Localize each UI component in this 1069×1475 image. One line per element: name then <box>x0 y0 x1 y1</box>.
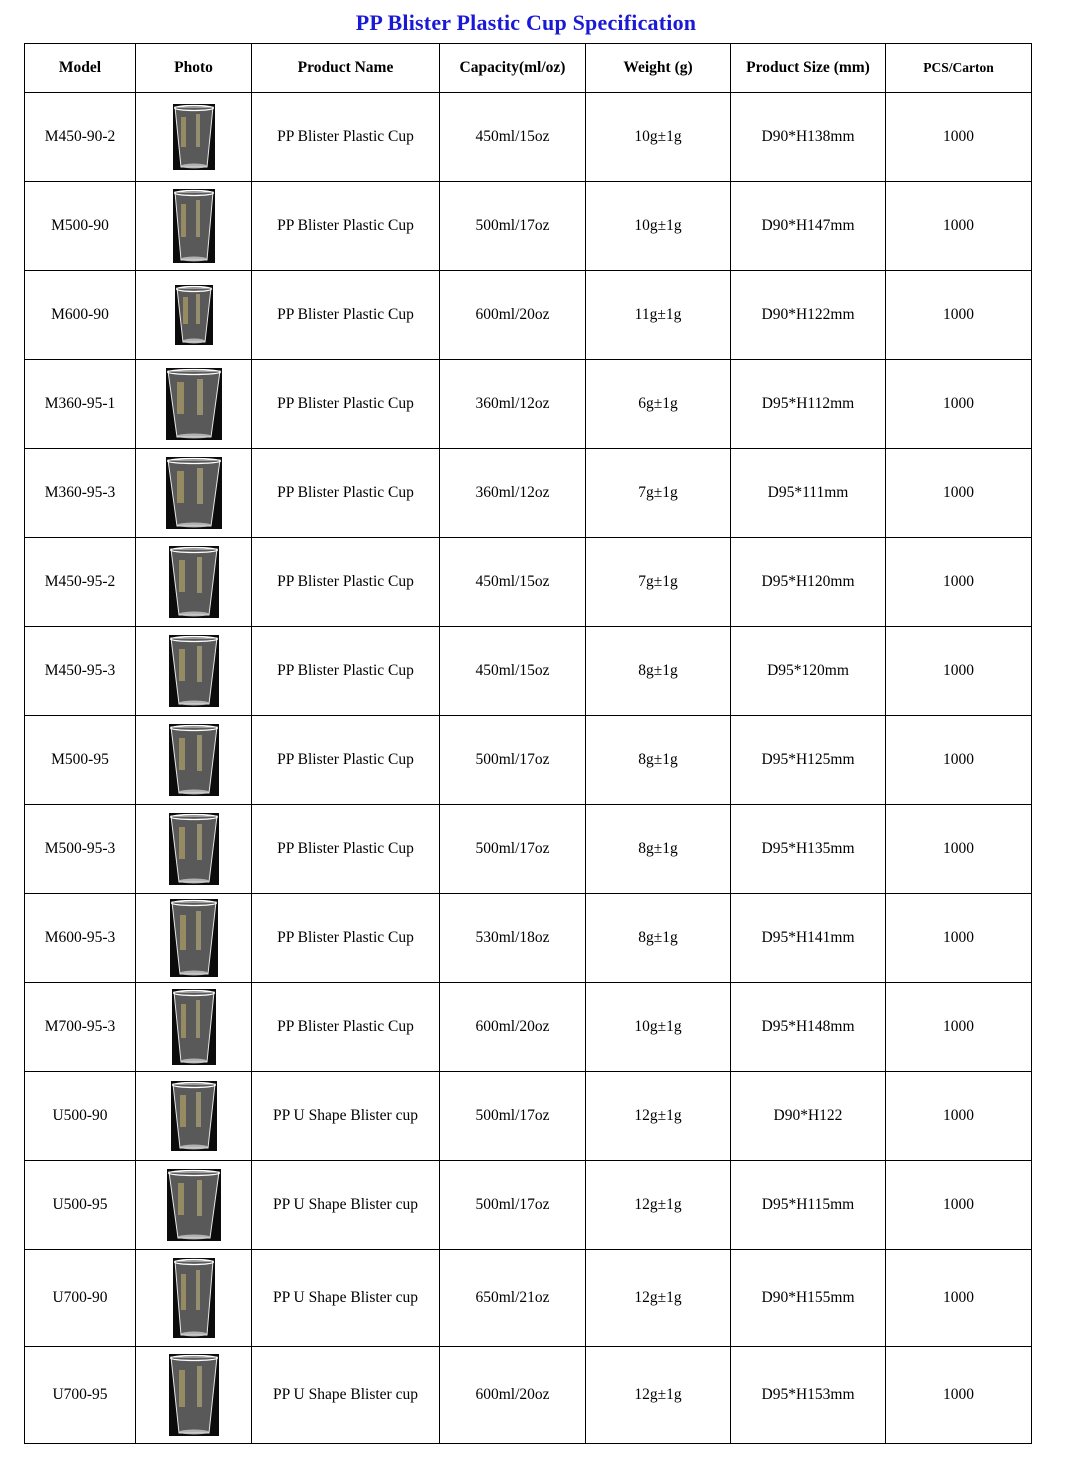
table-row <box>25 93 1032 182</box>
cell-photo <box>136 182 252 271</box>
cell-capacity: 650ml/21oz <box>440 1250 586 1347</box>
clear-cup-photo <box>169 813 219 885</box>
cell-product-size: D90*H138mm <box>731 93 886 182</box>
cell-weight: 11g±1g <box>586 271 731 360</box>
cell-product-name: PP Blister Plastic Cup <box>252 894 440 983</box>
cell-photo <box>136 716 252 805</box>
cell-model: M500-95-3 <box>25 805 136 894</box>
table-row <box>25 1161 1032 1250</box>
header-row <box>25 44 1032 93</box>
cell-pcs-carton: 1000 <box>886 627 1032 716</box>
photo-wrap <box>136 1250 251 1346</box>
table-row <box>25 894 1032 983</box>
photo-wrap <box>136 1347 251 1443</box>
cell-product-name: PP Blister Plastic Cup <box>252 538 440 627</box>
cell-weight: 7g±1g <box>586 449 731 538</box>
cell-photo <box>136 360 252 449</box>
cell-capacity: 500ml/17oz <box>440 805 586 894</box>
photo-wrap <box>136 271 251 359</box>
cell-capacity: 600ml/20oz <box>440 271 586 360</box>
clear-cup-photo <box>169 1354 219 1436</box>
specification-table <box>24 43 1032 1444</box>
cell-photo <box>136 449 252 538</box>
cell-photo <box>136 805 252 894</box>
table-row <box>25 182 1032 271</box>
cell-capacity: 500ml/17oz <box>440 182 586 271</box>
table-row <box>25 360 1032 449</box>
cell-model: M450-95-2 <box>25 538 136 627</box>
cell-pcs-carton: 1000 <box>886 894 1032 983</box>
cell-product-name: PP Blister Plastic Cup <box>252 805 440 894</box>
header-pcs-carton: PCS/Carton <box>886 44 1032 93</box>
table-row <box>25 627 1032 716</box>
table-row <box>25 716 1032 805</box>
cell-photo <box>136 1347 252 1444</box>
clear-cup-photo <box>169 635 219 707</box>
cell-product-size: D95*H125mm <box>731 716 886 805</box>
header-photo: Photo <box>136 44 252 93</box>
cell-capacity: 600ml/20oz <box>440 983 586 1072</box>
photo-wrap <box>136 627 251 715</box>
cell-capacity: 450ml/15oz <box>440 627 586 716</box>
cell-weight: 8g±1g <box>586 716 731 805</box>
cell-model: M500-90 <box>25 182 136 271</box>
table-row <box>25 1072 1032 1161</box>
cell-photo <box>136 894 252 983</box>
cell-weight: 8g±1g <box>586 805 731 894</box>
cell-model: M600-90 <box>25 271 136 360</box>
cell-capacity: 500ml/17oz <box>440 1072 586 1161</box>
photo-wrap <box>136 805 251 893</box>
cell-capacity: 450ml/15oz <box>440 538 586 627</box>
cell-product-name: PP Blister Plastic Cup <box>252 627 440 716</box>
cell-pcs-carton: 1000 <box>886 449 1032 538</box>
cell-model: M600-95-3 <box>25 894 136 983</box>
cell-model: U700-95 <box>25 1347 136 1444</box>
cell-model: U700-90 <box>25 1250 136 1347</box>
cell-weight: 12g±1g <box>586 1161 731 1250</box>
cell-pcs-carton: 1000 <box>886 182 1032 271</box>
table-row <box>25 271 1032 360</box>
clear-cup-photo <box>166 457 222 529</box>
cell-pcs-carton: 1000 <box>886 716 1032 805</box>
cell-product-size: D95*H115mm <box>731 1161 886 1250</box>
cell-product-name: PP Blister Plastic Cup <box>252 716 440 805</box>
cell-capacity: 500ml/17oz <box>440 1161 586 1250</box>
table-row <box>25 538 1032 627</box>
cell-weight: 12g±1g <box>586 1072 731 1161</box>
clear-cup-photo <box>170 899 218 977</box>
photo-wrap <box>136 182 251 270</box>
cell-product-name: PP Blister Plastic Cup <box>252 182 440 271</box>
clear-cup-photo <box>167 1169 221 1241</box>
cell-capacity: 530ml/18oz <box>440 894 586 983</box>
cell-product-size: D95*120mm <box>731 627 886 716</box>
table-row <box>25 449 1032 538</box>
cell-product-size: D95*111mm <box>731 449 886 538</box>
photo-wrap <box>136 1161 251 1249</box>
photo-wrap <box>136 894 251 982</box>
cell-weight: 8g±1g <box>586 627 731 716</box>
cell-photo <box>136 1250 252 1347</box>
cell-pcs-carton: 1000 <box>886 1072 1032 1161</box>
cell-pcs-carton: 1000 <box>886 805 1032 894</box>
cell-product-size: D90*H122mm <box>731 271 886 360</box>
cell-capacity: 600ml/20oz <box>440 1347 586 1444</box>
cell-product-name: PP U Shape Blister cup <box>252 1161 440 1250</box>
cell-capacity: 360ml/12oz <box>440 449 586 538</box>
photo-wrap <box>136 983 251 1071</box>
photo-wrap <box>136 538 251 626</box>
table-body <box>25 93 1032 1444</box>
clear-cup-photo <box>173 104 215 170</box>
cell-model: M500-95 <box>25 716 136 805</box>
cell-capacity: 360ml/12oz <box>440 360 586 449</box>
cell-product-name: PP U Shape Blister cup <box>252 1347 440 1444</box>
cell-photo <box>136 538 252 627</box>
cell-weight: 7g±1g <box>586 538 731 627</box>
cell-product-size: D95*H112mm <box>731 360 886 449</box>
cell-product-size: D95*H153mm <box>731 1347 886 1444</box>
page-title: PP Blister Plastic Cup Specification <box>355 10 697 35</box>
cell-pcs-carton: 1000 <box>886 1347 1032 1444</box>
cell-photo <box>136 983 252 1072</box>
cell-photo <box>136 627 252 716</box>
photo-wrap <box>136 93 251 181</box>
clear-cup-photo <box>166 368 222 440</box>
header-product-name: Product Name <box>252 44 440 93</box>
cell-model: U500-95 <box>25 1161 136 1250</box>
cell-weight: 6g±1g <box>586 360 731 449</box>
cell-product-name: PP Blister Plastic Cup <box>252 360 440 449</box>
cell-weight: 10g±1g <box>586 182 731 271</box>
cell-product-name: PP U Shape Blister cup <box>252 1072 440 1161</box>
cell-weight: 12g±1g <box>586 1347 731 1444</box>
cell-photo <box>136 93 252 182</box>
clear-cup-photo <box>172 989 216 1065</box>
clear-cup-photo <box>169 724 219 796</box>
cell-capacity: 500ml/17oz <box>440 716 586 805</box>
photo-wrap <box>136 360 251 448</box>
cell-pcs-carton: 1000 <box>886 93 1032 182</box>
cell-product-size: D90*H147mm <box>731 182 886 271</box>
cell-pcs-carton: 1000 <box>886 1250 1032 1347</box>
clear-cup-photo <box>173 189 215 263</box>
cell-product-size: D95*H120mm <box>731 538 886 627</box>
cell-product-size: D90*H155mm <box>731 1250 886 1347</box>
clear-cup-photo <box>173 1258 215 1338</box>
header-capacity: Capacity(ml/oz) <box>440 44 586 93</box>
cell-product-name: PP Blister Plastic Cup <box>252 93 440 182</box>
cell-product-name: PP Blister Plastic Cup <box>252 449 440 538</box>
cell-pcs-carton: 1000 <box>886 983 1032 1072</box>
photo-wrap <box>136 716 251 804</box>
photo-wrap <box>136 449 251 537</box>
cell-model: M700-95-3 <box>25 983 136 1072</box>
cell-product-size: D95*H135mm <box>731 805 886 894</box>
cell-photo <box>136 271 252 360</box>
cell-model: M360-95-1 <box>25 360 136 449</box>
cell-pcs-carton: 1000 <box>886 538 1032 627</box>
table-row <box>25 805 1032 894</box>
cell-model: M360-95-3 <box>25 449 136 538</box>
table-row <box>25 1250 1032 1347</box>
table-row <box>25 1347 1032 1444</box>
header-product-size: Product Size (mm) <box>731 44 886 93</box>
cell-pcs-carton: 1000 <box>886 360 1032 449</box>
cell-photo <box>136 1072 252 1161</box>
cell-product-name: PP Blister Plastic Cup <box>252 271 440 360</box>
clear-cup-photo <box>171 1081 217 1151</box>
cell-weight: 8g±1g <box>586 894 731 983</box>
cell-weight: 10g±1g <box>586 983 731 1072</box>
table-row <box>25 983 1032 1072</box>
clear-cup-photo <box>169 546 219 618</box>
cell-product-size: D95*H141mm <box>731 894 886 983</box>
cell-weight: 10g±1g <box>586 93 731 182</box>
cell-product-size: D90*H122 <box>731 1072 886 1161</box>
clear-cup-photo <box>175 285 213 345</box>
photo-wrap <box>136 1072 251 1160</box>
cell-model: U500-90 <box>25 1072 136 1161</box>
cell-model: M450-95-3 <box>25 627 136 716</box>
cell-photo <box>136 1161 252 1250</box>
cell-weight: 12g±1g <box>586 1250 731 1347</box>
cell-pcs-carton: 1000 <box>886 271 1032 360</box>
cell-capacity: 450ml/15oz <box>440 93 586 182</box>
cell-pcs-carton: 1000 <box>886 1161 1032 1250</box>
header-model: Model <box>25 44 136 93</box>
cell-product-name: PP Blister Plastic Cup <box>252 983 440 1072</box>
cell-product-size: D95*H148mm <box>731 983 886 1072</box>
cell-model: M450-90-2 <box>25 93 136 182</box>
cell-product-name: PP U Shape Blister cup <box>252 1250 440 1347</box>
header-weight: Weight (g) <box>586 44 731 93</box>
